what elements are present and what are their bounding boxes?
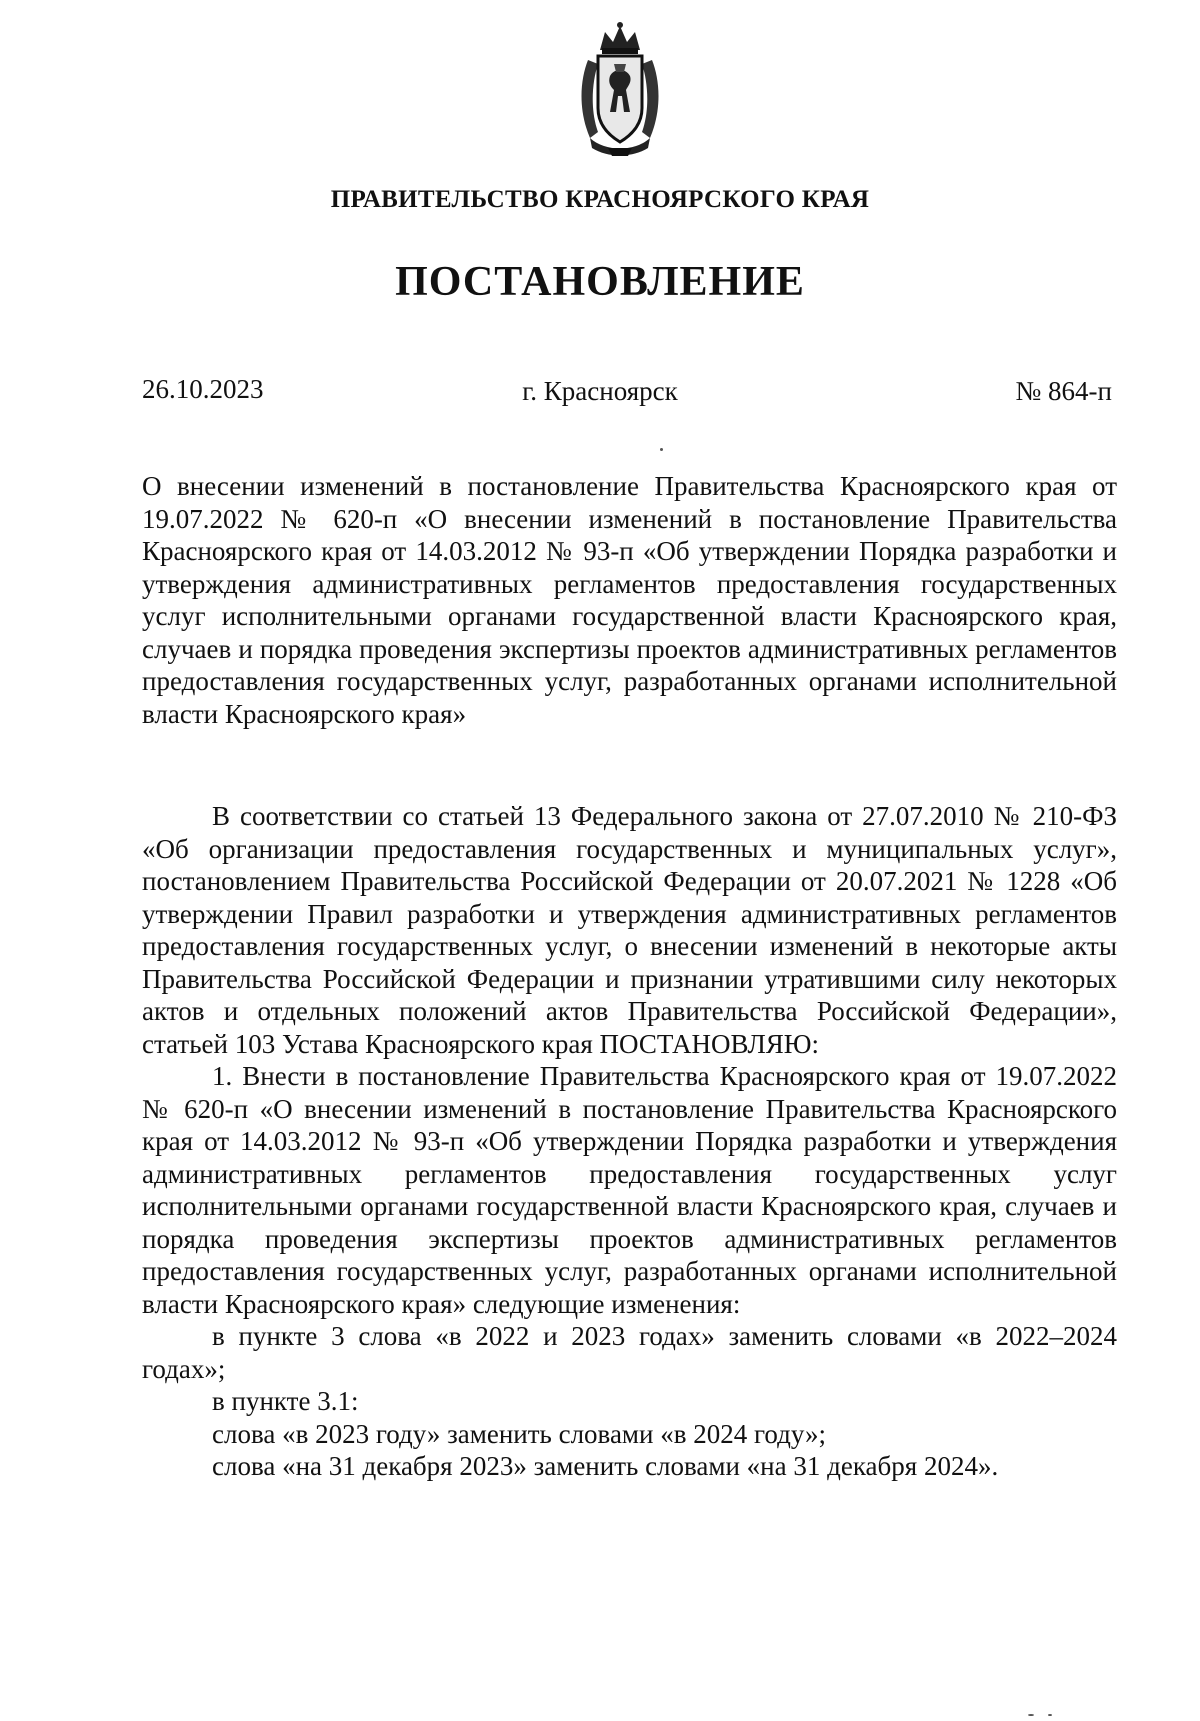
document-number: № 864-п (1015, 376, 1112, 406)
government-title: ПРАВИТЕЛЬСТВО КРАСНОЯРСКОГО КРАЯ (330, 186, 870, 213)
document-date: 26.10.2023 (142, 374, 264, 404)
document-subject: О внесении изменений в постановление Правительства Красноярского края от 19.07.2022 № 620-п «О внесении изменений в постановление Правительства Красноярского края от 14.03.2012 № 93-п «Об утверждении Порядка разработки и утверждения административных регламентов предоставления государственных услуг исполнительными органами государственной власти Красноярского края, случаев и порядка проведения экспертизы проектов административных регламентов предоставления государственных услуг, разработанных органами исполнительной власти Красноярского края» (142, 471, 1117, 729)
item-1-paragraph: 1. Внести в постановление Правительства Красноярского края от 19.07.2022 № 620-п «О внесении изменений в постановление Правительства Красноярского края от 14.03.2012 № 93-п «Об утверждении Порядка разработки и утверждения административных регламентов предоставления государственных услуг исполнительными органами государственной власти Красноярского края, случаев и порядка проведения экспертизы проектов административных регламентов предоставления государственных услуг, разработанных органами исполнительной власти Красноярского края» следующие изменения: (142, 1061, 1117, 1319)
change-4-paragraph: слова «на 31 декабря 2023» заменить словами «на 31 декабря 2024». (212, 1451, 999, 1481)
document-body (142, 800, 1117, 1483)
scan-speck (1048, 1714, 1052, 1716)
change-2-paragraph: в пункте 3.1: (212, 1386, 359, 1416)
preamble-paragraph: В соответствии со статьей 13 Федерального закона от 27.07.2010 № 210-ФЗ «Об организации предоставления государственных и муниципальных услуг», постановлением Правительства Российской Федерации от 20.07.2021 № 1228 «Об утверждении Правил разработки и утверждения административных регламентов предоставления государственных услуг, о внесении изменений в некоторые акты Правительства Российской Федерации и признании утратившими силу некоторых актов и отдельных положений актов Правительства Российской Федерации», статьей 103 Устава Красноярского края ПОСТАНОВЛЯЮ: (142, 801, 1117, 1059)
change-3-paragraph: слова «в 2023 году» заменить словами «в 2024 году»; (212, 1418, 826, 1449)
scan-speck (1028, 1714, 1034, 1716)
document-type-title: ПОСТАНОВЛЕНИЕ (395, 259, 805, 305)
change-1-paragraph: в пункте 3 слова «в 2022 и 2023 годах» заменить словами «в 2022–2024 годах»; (142, 1321, 1117, 1384)
document-city: г. Красноярск (522, 376, 678, 406)
scan-speck (660, 448, 663, 451)
krasnoyarsk-coat-of-arms-icon (570, 20, 670, 160)
